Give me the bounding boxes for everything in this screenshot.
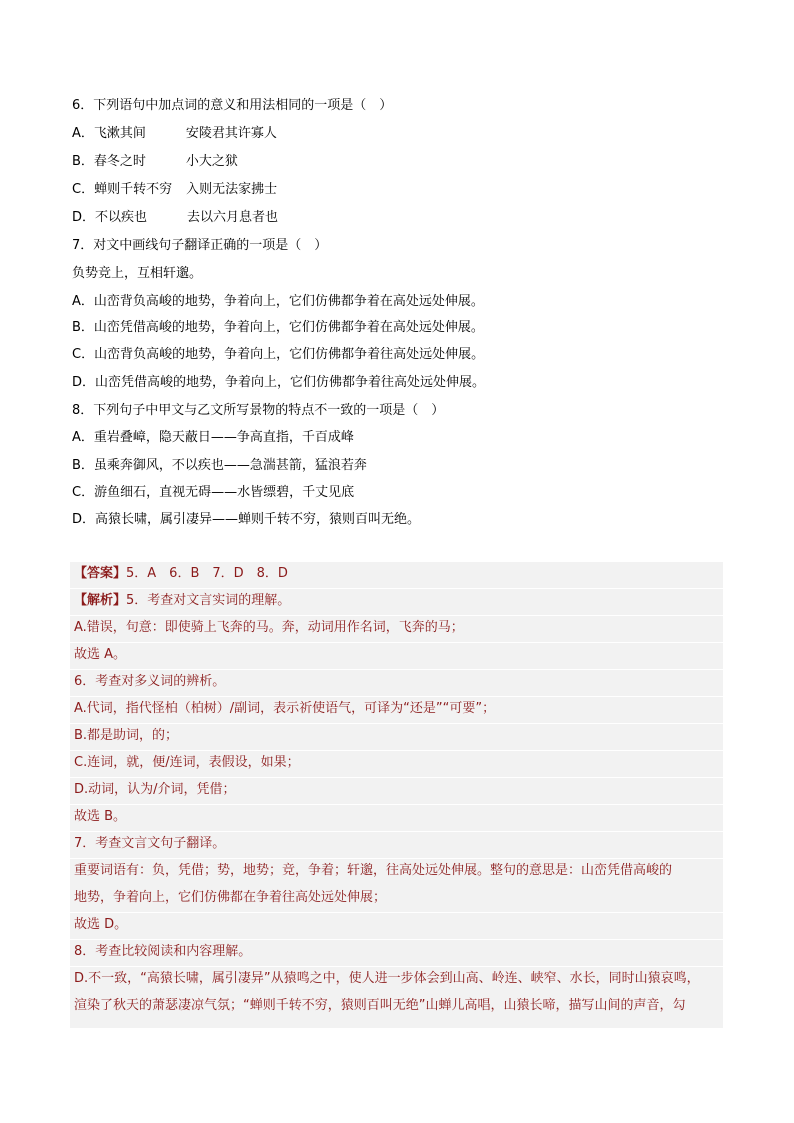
- analysis-tag: 【解析】: [74, 593, 127, 608]
- divider: [70, 912, 723, 913]
- question-8-option-d: D．高猿长啸，属引凄异——蝉则千转不穷，猿则百叫无绝。: [72, 512, 421, 527]
- divider: [70, 750, 723, 751]
- question-7-stem: 7．对文中画线句子翻译正确的一项是（ ）: [72, 238, 328, 253]
- analysis-line: 故选 B。: [74, 809, 127, 824]
- question-8-option-c: C．游鱼细石，直视无碍——水皆缥碧，千丈见底: [72, 485, 355, 500]
- question-8-option-b: B．虽乘奔御风，不以疾也——急湍甚箭，猛浪若奔: [72, 458, 367, 473]
- divider: [70, 804, 723, 805]
- analysis-line: 6．考查对多义词的辨析。: [74, 674, 226, 689]
- question-7-option-a: A．山峦背负高峻的地势，争着向上，它们仿佛都争着在高处远处伸展。: [72, 294, 484, 309]
- analysis-line: D.不一致，“高猿长啸，属引凄异”从猿鸣之中，使人进一步体会到山高、岭连、峡窄、水长，同时山猿哀鸣，: [74, 971, 700, 986]
- question-7-quote: 负势竞上，互相轩邈。: [72, 266, 203, 281]
- question-8-stem: 8．下列句子中甲文与乙文所写景物的特点不一致的一项是（ ）: [72, 403, 445, 418]
- analysis-line: 8．考查比较阅读和内容理解。: [74, 944, 252, 959]
- analysis-line: A.代词，指代怪柏（柏树）/副词，表示祈使语气，可译为“还是”“可要”；: [74, 701, 496, 716]
- analysis-line: 地势，争着向上，它们仿佛都在争着往高处远处伸展；: [74, 890, 387, 905]
- divider: [70, 777, 723, 778]
- analysis-line: C.连词，就，便/连词，表假设，如果；: [74, 755, 300, 770]
- divider: [70, 588, 723, 589]
- analysis-line: 故选 D。: [74, 917, 128, 932]
- analysis-line: 【解析】5．考查对文言实词的理解。: [74, 593, 291, 608]
- divider: [70, 831, 723, 832]
- divider: [70, 615, 723, 616]
- divider: [70, 858, 723, 859]
- question-6-option-d: D．不以疾也 去以六月息者也: [72, 210, 279, 225]
- answer-text: 5．A 6．B 7．D 8．D: [126, 566, 288, 581]
- divider: [70, 669, 723, 670]
- question-8-option-a: A．重岩叠嶂，隐天蔽日——争高直指，千百成峰: [72, 430, 354, 445]
- question-6-stem: 6．下列语句中加点词的意义和用法相同的一项是（ ）: [72, 98, 393, 113]
- divider: [70, 966, 723, 967]
- analysis-line: 故选 A。: [74, 647, 127, 662]
- divider: [70, 939, 723, 940]
- divider: [70, 696, 723, 697]
- question-7-option-b: B．山峦凭借高峻的地势，争着向上，它们仿佛都争着在高处远处伸展。: [72, 320, 484, 335]
- question-6-option-c: C．蝉则千转不穷 入则无法家拂士: [72, 182, 278, 197]
- analysis-line: A.错误，句意：即使骑上飞奔的马。奔，动词用作名词，飞奔的马；: [74, 620, 464, 635]
- question-7-option-d: D．山峦凭借高峻的地势，争着向上，它们仿佛都争着往高处远处伸展。: [72, 375, 486, 390]
- analysis-line: 渲染了秋天的萧瑟凄凉气氛；“蝉则千转不穷，猿则百叫无绝”山蝉儿高唱，山猿长啼，描写山间的声音，勾: [74, 998, 686, 1013]
- question-6-option-a: A．飞漱其间 安陵君其许寡人: [72, 126, 277, 141]
- question-7-option-c: C．山峦背负高峻的地势，争着向上，它们仿佛都争着往高处远处伸展。: [72, 347, 485, 362]
- divider: [70, 642, 723, 643]
- analysis-line: B.都是助词，的；: [74, 728, 179, 743]
- analysis-line: 重要词语有：负，凭借；势，地势；竞，争着；轩邈，往高处远处伸展。整句的意思是：山峦凭借高峻的: [74, 863, 673, 878]
- analysis-line: 7．考查文言文句子翻译。: [74, 836, 226, 851]
- answer-line: [74, 566, 722, 582]
- divider: [70, 723, 723, 724]
- analysis-line: D.动词，认为/介词，凭借；: [74, 782, 236, 797]
- answer-tag: 【答案】: [74, 566, 127, 581]
- question-6-option-b: B．春冬之时 小大之狱: [72, 154, 238, 169]
